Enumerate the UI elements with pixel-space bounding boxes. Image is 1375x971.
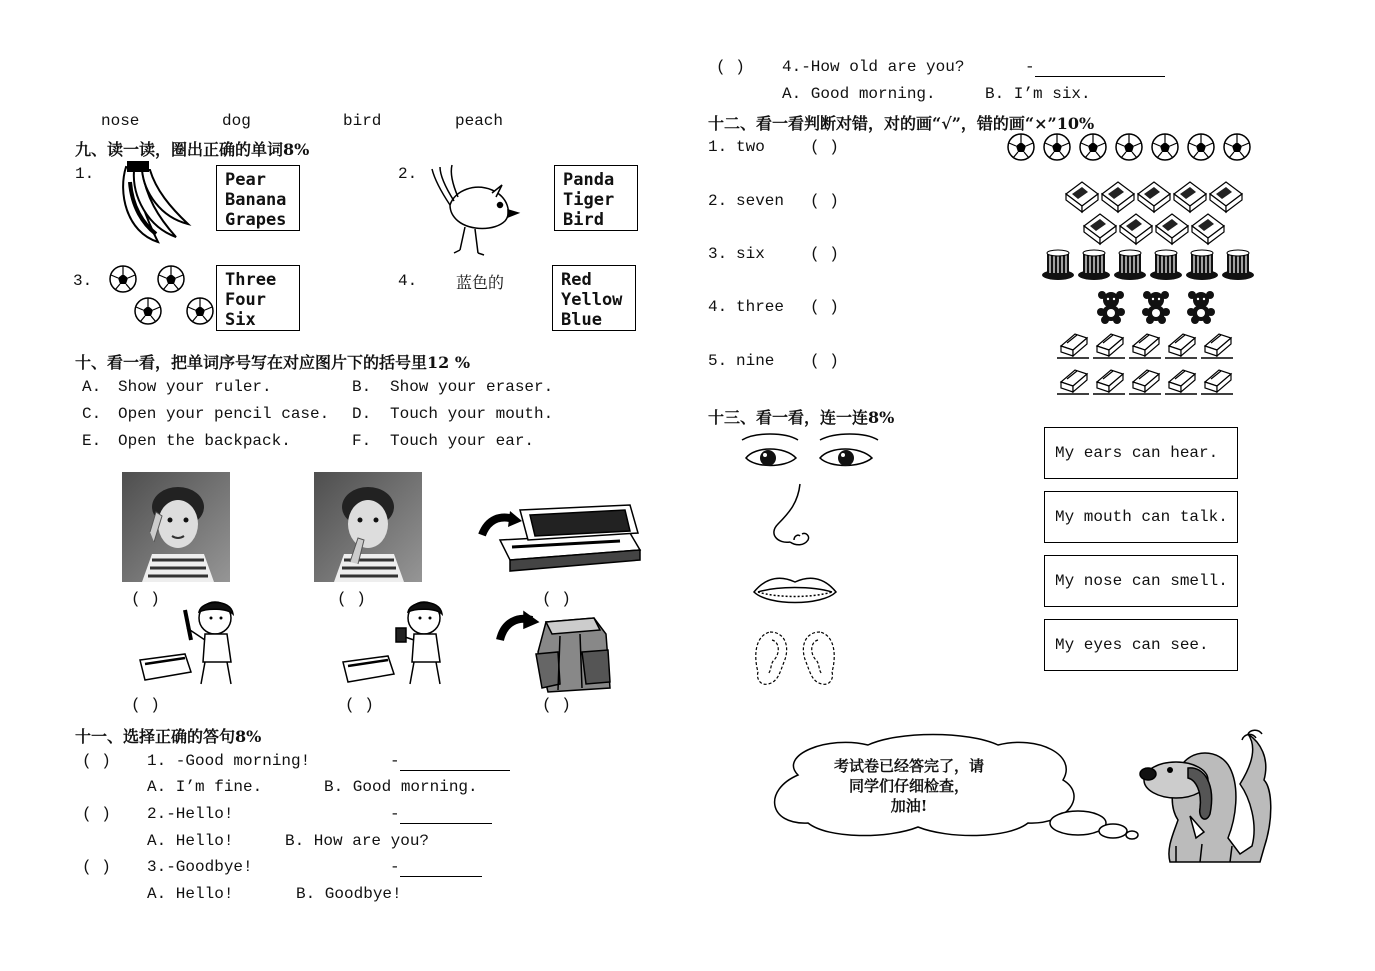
dog-icon: [1140, 728, 1280, 868]
word-box-9-1: [216, 165, 300, 231]
item-9-1-num: 1.: [75, 165, 95, 183]
item-9-2-num: 2.: [398, 165, 418, 183]
s12-5-bracket[interactable]: ( ): [810, 352, 839, 370]
option-d-letter: D.: [352, 405, 372, 423]
word-option[interactable]: Tiger: [563, 190, 615, 210]
q1-text: 1. -Good morning!: [147, 752, 311, 770]
q3-option-a: A. Hello!: [147, 885, 234, 903]
q4-answer-line[interactable]: [1035, 58, 1165, 77]
word-option[interactable]: Red: [561, 270, 592, 290]
q3-dash: -: [390, 858, 400, 876]
three-teddy-bears-icon: [1095, 290, 1225, 324]
word-option[interactable]: Bird: [563, 210, 604, 230]
s12-5-num: 5.: [708, 352, 728, 370]
option-c-letter: C.: [82, 405, 102, 423]
q4-bracket[interactable]: ( ): [716, 58, 745, 76]
q2-option-b: B. How are you?: [285, 832, 430, 850]
option-a-letter: A.: [82, 378, 102, 396]
boy-show-ruler-cartoon: [135, 600, 240, 688]
q2-bracket[interactable]: ( ): [82, 805, 111, 823]
word-option[interactable]: Pear: [225, 170, 266, 190]
option-e-letter: E.: [82, 432, 102, 450]
section-13-title: 十三、看一看，连一连8%: [708, 408, 895, 427]
option-c-text: Open your pencil case.: [118, 405, 330, 423]
seven-footballs-icon: [1005, 132, 1255, 162]
q1-option-b: B. Good morning.: [324, 778, 478, 796]
banana-icon: [118, 162, 193, 247]
word-peach: peach: [455, 112, 504, 130]
word-option[interactable]: Yellow: [561, 290, 623, 310]
open-backpack-icon: [498, 612, 616, 696]
word-box-9-4: [552, 265, 636, 331]
sentence-text: My eyes can see.: [1055, 636, 1209, 654]
s12-1-bracket[interactable]: ( ): [810, 138, 839, 156]
word-option[interactable]: Grapes: [225, 210, 287, 230]
word-option[interactable]: Four: [225, 290, 266, 310]
bubble-line: 同学们仔细检查，: [848, 777, 969, 795]
q3-option-b: B. Goodbye!: [296, 885, 402, 903]
s12-4-num: 4.: [708, 298, 728, 316]
answer-bracket[interactable]: ( ): [542, 590, 571, 608]
item-9-3-num: 3.: [73, 272, 93, 290]
q4-option-b: B. I’m six.: [985, 85, 1091, 103]
option-a-text: Show your ruler.: [118, 378, 272, 396]
boy-touch-mouth-photo: [314, 472, 422, 582]
q2-dash: -: [390, 805, 400, 823]
bubble-line: 加油!: [890, 797, 928, 815]
s12-3-bracket[interactable]: ( ): [810, 245, 839, 263]
option-f-letter: F.: [352, 432, 372, 450]
option-b-letter: B.: [352, 378, 372, 396]
sentence-text: My mouth can talk.: [1055, 508, 1228, 526]
answer-bracket[interactable]: ( ): [337, 590, 366, 608]
pencil-cases-icon: [1062, 178, 1252, 248]
word-option[interactable]: Six: [225, 310, 256, 330]
s12-5-word: nine: [736, 352, 775, 370]
q3-answer-line[interactable]: [400, 858, 482, 877]
word-option[interactable]: Blue: [561, 310, 602, 330]
sentence-box-ears[interactable]: [1044, 427, 1238, 479]
word-box-9-2: [554, 165, 638, 231]
option-b-text: Show your eraser.: [390, 378, 554, 396]
six-hats-icon: [1040, 247, 1260, 281]
s12-4-bracket[interactable]: ( ): [810, 298, 839, 316]
ten-erasers-icon: [1055, 330, 1240, 400]
word-box-9-3: [216, 265, 300, 331]
q1-bracket[interactable]: ( ): [82, 752, 111, 770]
s12-3-word: six: [736, 245, 765, 263]
option-d-text: Touch your mouth.: [390, 405, 554, 423]
mouth-icon: [752, 572, 838, 612]
q2-answer-line[interactable]: [400, 805, 492, 824]
sentence-box-nose[interactable]: [1044, 555, 1238, 607]
item-9-4-label: 蓝色的: [456, 273, 505, 292]
word-option[interactable]: Panda: [563, 170, 615, 190]
answer-bracket[interactable]: ( ): [542, 696, 571, 714]
boy-show-eraser-cartoon: [338, 600, 448, 688]
ears-icon: [750, 628, 842, 688]
word-dog: dog: [222, 112, 251, 130]
word-bird: bird: [343, 112, 382, 130]
section-9-title: 九、读一读，圈出正确的单词8%: [75, 140, 310, 159]
q2-text: 2.-Hello!: [147, 805, 234, 823]
q4-dash: -: [1025, 58, 1035, 76]
s12-1-word: two: [736, 138, 765, 156]
section-11-title: 十一、选择正确的答句8%: [75, 727, 262, 746]
sentence-text: My nose can smell.: [1055, 572, 1228, 590]
sentence-box-eyes[interactable]: [1044, 619, 1238, 671]
nose-icon: [760, 482, 830, 552]
item-9-4-num: 4.: [398, 272, 418, 290]
eyes-icon: [740, 430, 880, 475]
option-e-text: Open the backpack.: [118, 432, 291, 450]
s12-2-num: 2.: [708, 192, 728, 210]
q1-dash: -: [390, 752, 400, 770]
s12-4-word: three: [736, 298, 785, 316]
s12-2-word: seven: [736, 192, 785, 210]
word-option[interactable]: Banana: [225, 190, 287, 210]
open-pencil-case-icon: [480, 505, 645, 575]
answer-bracket[interactable]: ( ): [345, 696, 374, 714]
answer-bracket[interactable]: ( ): [131, 590, 160, 608]
s12-1-num: 1.: [708, 138, 728, 156]
s12-3-num: 3.: [708, 245, 728, 263]
bubble-line: 考试卷已经答完了，请: [833, 757, 984, 775]
q3-text: 3.-Goodbye!: [147, 858, 253, 876]
answer-bracket[interactable]: ( ): [131, 696, 160, 714]
q1-answer-line[interactable]: [400, 752, 510, 771]
q1-option-a: A. I’m fine.: [147, 778, 263, 796]
sentence-text: My ears can hear.: [1055, 444, 1219, 462]
option-f-text: Touch your ear.: [390, 432, 535, 450]
four-footballs-icon: [108, 264, 218, 329]
q4-option-a: A. Good morning.: [782, 85, 936, 103]
q3-bracket[interactable]: ( ): [82, 858, 111, 876]
section-10-title: 十、看一看，把单词序号写在对应图片下的括号里12 %: [75, 353, 471, 372]
bird-icon: [430, 165, 520, 255]
word-nose: nose: [101, 112, 140, 130]
q2-option-a: A. Hello!: [147, 832, 234, 850]
sentence-box-mouth[interactable]: [1044, 491, 1238, 543]
bubble-text: [818, 756, 1000, 816]
s12-2-bracket[interactable]: ( ): [810, 192, 839, 210]
q4-text: 4.-How old are you?: [782, 58, 965, 76]
section-12-title: 十二、看一看判断对错，对的画“√”，错的画“×”10%: [708, 114, 1095, 133]
word-option[interactable]: Three: [225, 270, 277, 290]
boy-touch-ear-photo: [122, 472, 230, 582]
